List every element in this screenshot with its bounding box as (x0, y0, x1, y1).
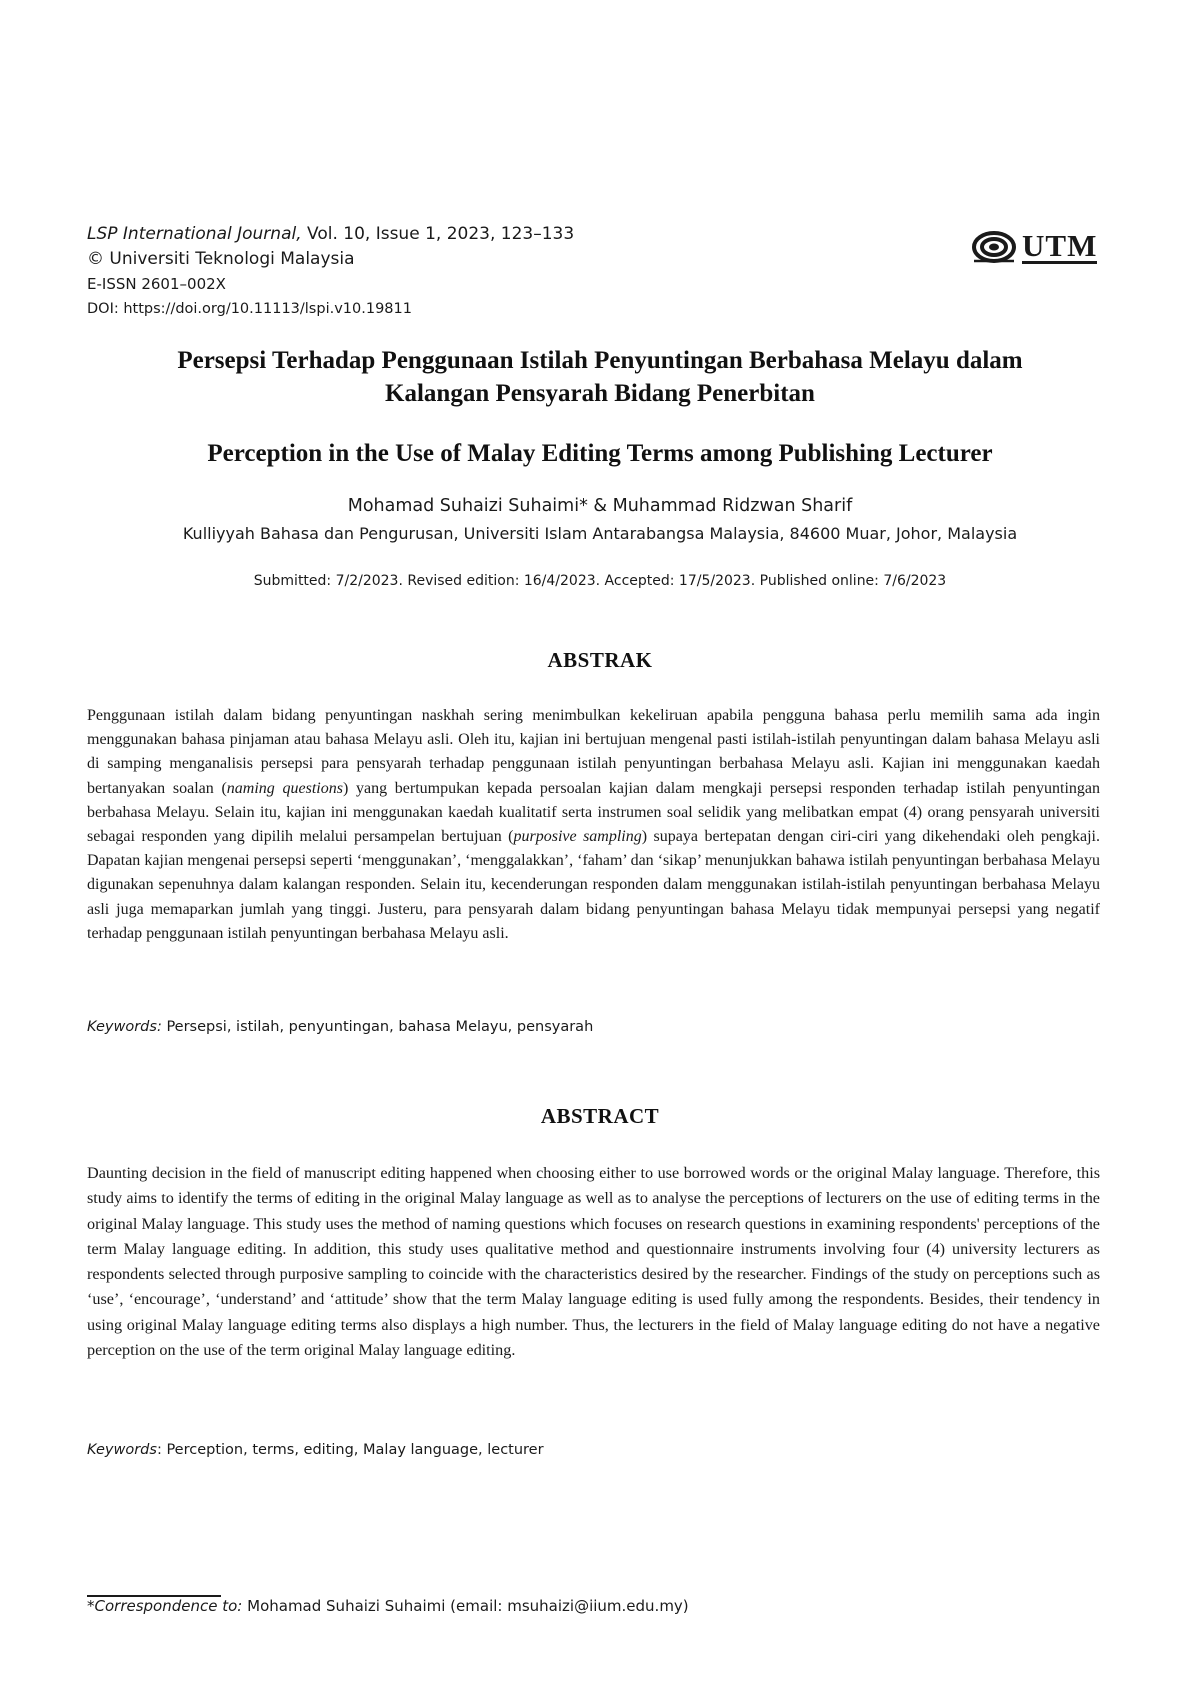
copyright: © Universiti Teknologi Malaysia (87, 249, 355, 269)
keywords-malay (87, 1019, 1100, 1035)
abstract-paragraph: Daunting decision in the field of manuscript editing happened when choosing either to use borrowed words or the original Malay language. Therefore, this study aims to identify the terms of editing in the original Malay language as well as to analyse the perceptions of lecturers on the use of editing terms in the original Malay language. This study uses the method of naming questions which focuses on research questions in examining respondents' perceptions of the term Malay language editing. In addition, this study uses qualitative method and questionnaire instruments involving four (4) university lecturers as respondents selected through purposive sampling to coincide with the characteristics desired by the researcher. Findings of the study on perceptions such as ‘use’, ‘encourage’, ‘understand’ and ‘attitude’ show that the term Malay language editing is used fully among the respondents. Besides, their tendency in using original Malay language editing terms also displays a high number. Thus, the lecturers in the field of Malay language editing do not have a negative perception on the use of the term original Malay language editing. (87, 1164, 1100, 1360)
abstrak-italic-term1: naming questions (226, 779, 343, 797)
abstract-heading: ABSTRACT (540, 1104, 660, 1128)
title-malay-line2: Kalangan Pensyarah Bidang Penerbitan (385, 380, 815, 407)
journal-info (87, 222, 574, 322)
journal-citation (87, 222, 574, 247)
footnote-label: *Correspondence to: (87, 1597, 243, 1615)
abstrak-text-part2: ) yang bertumpukan kepada persoalan kajian dalam mengkaji persepsi responden terhadap istilah penyuntingan berbahasa Melayu. Selain itu, kajian ini menggunakan kaedah kualitatif serta instrumen soal selidik yang melibatkan empat (4) orang pensyarah universiti sebagai responden yang dipilih melalui persampelan bertujuan ( (87, 779, 1101, 846)
abstrak-text-part1: Penggunaan istilah dalam bidang penyuntingan naskhah sering menimbulkan kekeliruan apabila pengguna bahasa perlu memilih sama ada ingin menggunakan bahasa pinjaman atau bahasa Melayu asli. Oleh itu, kajian ini bertujuan mengenal pasti istilah-istilah penyuntingan dalam bahasa Melayu asli di samping menganalisis persepsi para pensyarah terhadap penggunaan istilah penyuntingan berbahasa Melayu asli. Kajian ini menggunakan kaedah bertanyakan soalan ( (87, 707, 1100, 797)
abstrak-italic-term2: purposive sampling (513, 828, 642, 846)
keywords-label: Keywords: (87, 1019, 162, 1035)
submission-dates: Submitted: 7/2/2023. Revised edition: 16/4/2023. Accepted: 17/5/2023. Published online: 7/6/2023 (253, 573, 947, 589)
doi-link[interactable]: DOI: https://doi.org/10.11113/lspi.v10.19811 (87, 301, 412, 317)
journal-name: LSP International Journal, (87, 224, 302, 244)
keywords-english (87, 1442, 1100, 1458)
abstrak-paragraph (87, 704, 1100, 946)
title-malay (87, 344, 1113, 410)
utm-emblem-icon (972, 231, 1016, 263)
affiliation: Kulliyyah Bahasa dan Pengurusan, Universiti Islam Antarabangsa Malaysia, 84600 Muar, Johor, Malaysia (182, 524, 1018, 543)
correspondence-footnote (87, 1597, 689, 1615)
keywords-list: : Perception, terms, editing, Malay language, lecturer (156, 1442, 544, 1458)
title-english: Perception in the Use of Malay Editing Terms among Publishing Lecturer (207, 440, 993, 467)
title-malay-line1: Persepsi Terhadap Penggunaan Istilah Penyuntingan Berbahasa Melayu dalam (177, 347, 1023, 374)
keywords-label: Keywords (87, 1442, 157, 1458)
utm-logo-text: UTM (1022, 227, 1098, 263)
abstrak-text-part3: ) supaya bertepatan dengan ciri-ciri yang dikehendaki oleh pengkaji. Dapatan kajian mengenai persepsi seperti ‘menggunakan’, ‘menggalakkan’, ‘faham’ dan ‘sikap’ menunjukkan bahawa istilah penyuntingan berbahasa Melayu digunakan sepenuhnya dalam kalangan responden. Selain itu, kecenderungan responden dalam menggunakan istilah-istilah penyuntingan berbahasa Melayu asli juga memaparkan jumlah yang tinggi. Justeru, para pensyarah dalam bidang penyuntingan bahasa Melayu tidak mempunyai persepsi yang negatif terhadap penggunaan istilah penyuntingan berbahasa Melayu asli. (87, 828, 1100, 942)
utm-logo (972, 229, 1112, 265)
abstrak-heading: ABSTRAK (547, 648, 653, 672)
footnote-text: Mohamad Suhaizi Suhaimi (email: msuhaizi@iium.edu.my) (242, 1597, 689, 1615)
authors: Mohamad Suhaizi Suhaimi* & Muhammad Ridzwan Sharif (347, 496, 853, 516)
eissn: E-ISSN 2601–002X (87, 275, 226, 293)
keywords-list: Persepsi, istilah, penyuntingan, bahasa Melayu, pensyarah (161, 1019, 594, 1035)
volume-info: Vol. 10, Issue 1, 2023, 123–133 (301, 224, 575, 244)
